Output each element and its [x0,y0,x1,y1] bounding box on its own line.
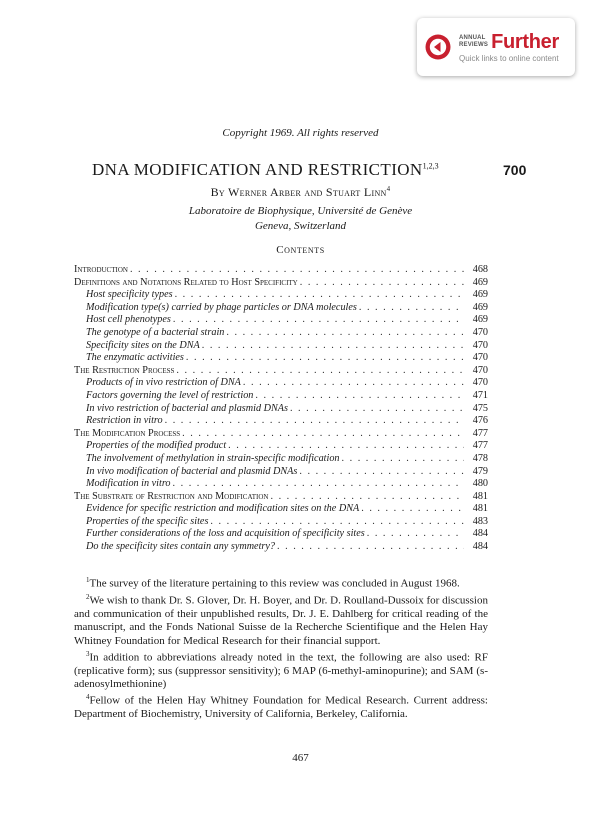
toc-entry [74,528,488,541]
toc-leader-dots [130,264,464,277]
toc-entry-page: 475 [472,402,488,414]
toc-entry-label: In vivo modification of bacterial and plasmid DNAs [86,465,298,477]
toc-entry [74,541,488,554]
toc-leader-dots [361,503,464,516]
toc-entry [74,415,488,428]
toc-entry-page: 484 [472,541,488,553]
toc-entry [74,428,488,441]
footnote [74,648,488,692]
footnote-mark: 3 [86,649,90,658]
byline: By Werner Arber and Stuart Linn$^4$ [210,185,391,199]
toc-entry-page: 477 [472,440,488,452]
toc-entry-page: 469 [472,314,488,326]
byline-footnote-mark: 4 [386,185,391,193]
toc-entry-label: The genotype of a bacterial strain [86,326,225,338]
toc-entry-label: Factors governing the level of restriction [86,389,254,401]
toc-leader-dots [270,491,464,504]
further-tagline: Quick links to online content [459,54,559,63]
toc-entry-label: Modification type(s) carried by phage particles or DNA molecules [86,301,357,313]
toc-entry-label: Do the specificity sites contain any symmetry? [86,541,275,553]
toc-entry [74,491,488,504]
toc-entry-page: 478 [472,452,488,464]
toc-entry [74,478,488,491]
toc-leader-dots [299,466,464,479]
toc-leader-dots [243,377,464,390]
toc-leader-dots [228,440,464,453]
toc-entry [74,264,488,277]
footnote-text: In addition to abbreviations already noted in the text, the following are also used: RF (replicative form); sus (suppressor sensitivity); 6 MAP (6-methyl-aminopurine); and SAM (s-adenosylmethionine) [74,651,488,691]
toc-entry [74,403,488,416]
further-banner[interactable] [417,18,575,76]
toc-entry-page: 481 [472,503,488,515]
toc-leader-dots [210,516,464,529]
affiliation-institution: Laboratoire de Biophysique, Université de Genève [188,205,413,217]
toc-entry-label: Properties of the specific sites [86,515,209,527]
toc-leader-dots [359,302,464,315]
copyright-line: Copyright 1969. All rights reserved [222,127,379,139]
toc-leader-dots [186,352,464,365]
toc-entry-label: Definitions and Notations Related to Host Specificity [74,276,298,288]
toc-leader-dots [290,403,464,416]
contents-heading: Contents [276,244,325,256]
toc-entry [74,314,488,327]
further-brand: Further [491,31,559,53]
toc-leader-dots [173,314,464,327]
toc-entry-page: 470 [472,364,488,376]
toc-entry-label: Introduction [74,264,128,275]
page-code: 700 [503,162,527,178]
toc-leader-dots [175,289,464,302]
toc-entry-page: 471 [472,389,488,401]
toc-entry [74,440,488,453]
footnotes [74,574,488,722]
toc-entry [74,453,488,466]
toc-leader-dots [182,428,464,441]
toc-entry-label: Modification in vitro [86,478,171,490]
toc-entry [74,503,488,516]
toc-leader-dots [202,340,464,353]
toc-entry-label: In vivo restriction of bacterial and plasmid DNAs [86,402,288,414]
footnote-mark: 1 [86,576,90,584]
toc-entry-label: Host specificity types [86,289,173,301]
toc-entry [74,365,488,378]
footnote-text: We wish to thank Dr. S. Glover, Dr. H. Boyer, and Dr. D. Roulland-Dussoix for discussion and communication of their unpublished results, Dr. J. E. Dahlberg for critical reading of the manuscript, and the Fonds National Suisse de la Recherche Scientifique and the Helen Hay Whitney Foundation for Medical Research for their financial support. [74,594,488,647]
toc-entry-label: The Restriction Process [74,364,175,376]
toc-entry-page: 468 [472,264,488,275]
toc-entry-label: Evidence for specific restriction and modification sites on the DNA [86,503,360,515]
toc-leader-dots [367,528,464,541]
toc-entry-page: 469 [472,289,488,301]
footnote [74,574,488,591]
toc-entry-label: The involvement of methylation in strain-specific modification [86,452,340,464]
toc-entry-page: 477 [472,427,488,439]
toc-entry-label: The Substrate of Restriction and Modification [74,490,269,502]
footnote [74,691,488,721]
affiliation-city: Geneva, Switzerland [254,220,347,232]
article-title: DNA MODIFICATION AND RESTRICTION$^{1,2,3}$ [92,160,439,179]
footnote-text: The survey of the literature pertaining to this review was concluded in August 1968. [89,577,460,590]
affiliation [0,204,601,234]
toc-entry-page: 476 [472,415,488,427]
toc-leader-dots [342,453,464,466]
toc-entry-page: 469 [472,276,488,288]
toc-entry-page: 469 [472,301,488,313]
toc-entry-label: Restriction in vitro [86,415,163,427]
toc-entry-page: 484 [472,528,488,540]
toc-entry [74,327,488,340]
toc-entry-page: 470 [472,352,488,364]
toc-entry-label: Further considerations of the loss and acquisition of specificity sites [86,528,365,540]
toc-entry-page: 483 [472,515,488,527]
toc-entry [74,277,488,290]
page-number: 467 [292,752,309,764]
title-footnote-marks: 1,2,3 [422,161,439,171]
toc-leader-dots [300,277,464,290]
toc-leader-dots [165,415,464,428]
toc-leader-dots [255,390,464,403]
toc-entry-page: 470 [472,377,488,389]
toc-entry-page: 470 [472,326,488,338]
toc-entry [74,302,488,315]
toc-entry-label: The enzymatic activities [86,352,184,364]
toc-entry [74,516,488,529]
toc-entry [74,352,488,365]
toc-entry-label: Properties of the modified product [86,440,227,452]
toc-entry [74,340,488,353]
further-logo-icon [425,34,451,60]
footnote-text: Fellow of the Helen Hay Whitney Foundation for Medical Research. Current address: Department of Biochemistry, University of California, Berkeley, California. [74,695,488,721]
annual-reviews-logo: ANNUAL REVIEWS [459,35,489,48]
toc-entry-page: 480 [472,478,488,490]
footnote-mark: 4 [86,693,90,702]
toc-leader-dots [176,365,464,378]
toc-entry-page: 481 [472,490,488,502]
footnote [74,591,488,648]
toc-leader-dots [277,541,464,554]
toc-entry-label: Host cell phenotypes [86,314,171,326]
toc-entry [74,466,488,479]
toc-entry [74,289,488,302]
toc-entry-label: Products of in vivo restriction of DNA [86,377,241,389]
toc-entry-label: The Modification Process [74,427,181,439]
table-of-contents [74,264,488,554]
toc-entry [74,377,488,390]
toc-entry-page: 479 [472,465,488,477]
toc-entry [74,390,488,403]
toc-entry-label: Specificity sites on the DNA [86,339,200,351]
toc-leader-dots [173,478,464,491]
toc-leader-dots [226,327,464,340]
footnote-mark: 2 [86,592,90,601]
toc-entry-page: 470 [472,339,488,351]
